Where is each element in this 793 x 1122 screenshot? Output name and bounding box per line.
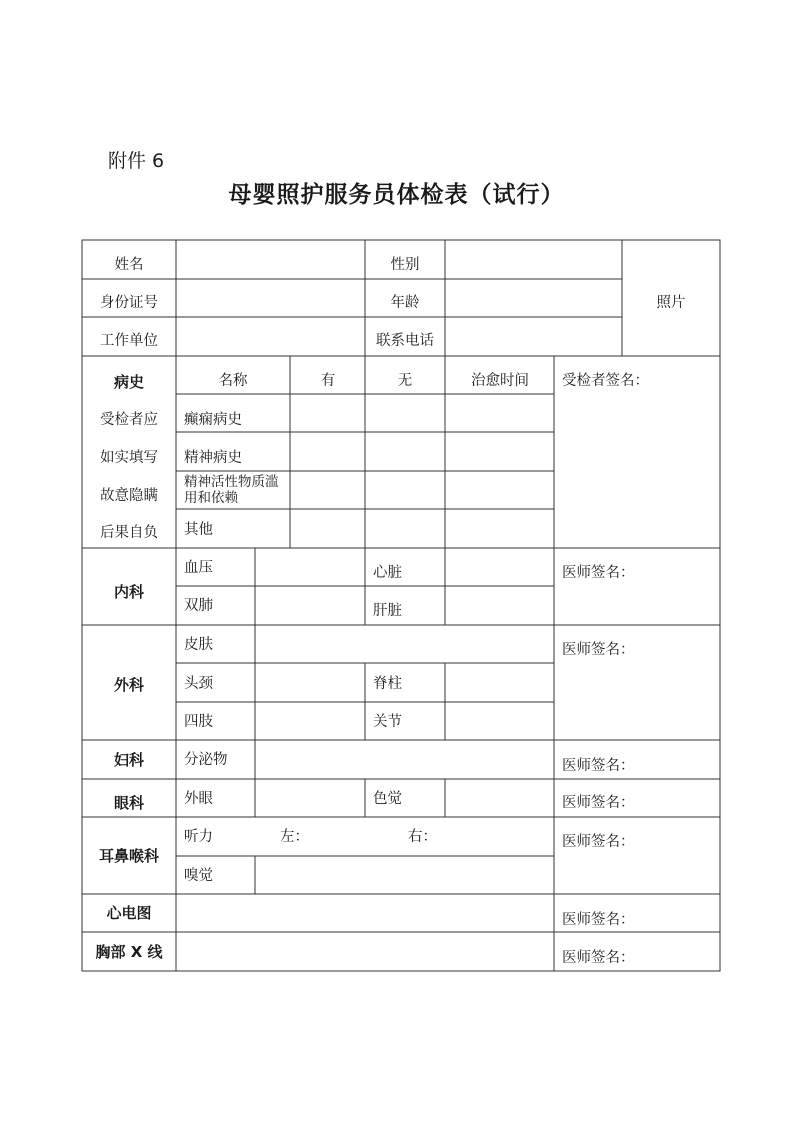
ent-section: 耳鼻喉科: [98, 847, 160, 865]
liver-label: 肝脏: [373, 603, 402, 619]
column-no: 无: [397, 373, 413, 389]
spine-label: 脊柱: [373, 676, 402, 692]
history-item-epilepsy: 癫痫病史: [184, 412, 242, 428]
hearing-right-label: 右：: [408, 829, 437, 845]
id-label: 身份证号: [100, 295, 158, 311]
ecg-section: 心电图: [106, 904, 152, 922]
xray-doctor-signature: 医师签名：: [562, 950, 635, 966]
ecg-field[interactable]: [177, 895, 553, 931]
unit-field[interactable]: [177, 318, 364, 355]
lungs-label: 双肺: [184, 598, 213, 614]
heart-label: 心脏: [373, 565, 402, 581]
smell-label: 嗅觉: [184, 868, 213, 884]
color-vision-label: 色觉: [373, 791, 402, 807]
age-label: 年龄: [390, 295, 420, 311]
gender-label: 性别: [390, 257, 420, 273]
hearing-left-label: 左：: [280, 829, 309, 845]
joints-label: 关节: [373, 714, 402, 730]
gynecology-doctor-signature: 医师签名：: [562, 758, 635, 774]
phone-field[interactable]: [446, 318, 621, 355]
internal-doctor-signature: 医师签名：: [562, 565, 635, 581]
history-note-2: 如实填写: [100, 450, 158, 466]
history-note-1: 受检者应: [100, 412, 158, 428]
history-note-4: 后果自负: [100, 525, 158, 541]
eye-section: 眼科: [113, 794, 145, 812]
photo-box: 照片: [656, 295, 686, 311]
age-field[interactable]: [446, 280, 621, 316]
history-section: 病史: [113, 373, 145, 391]
internal-section: 内科: [113, 583, 145, 601]
limbs-label: 四肢: [184, 714, 213, 730]
history-note-3: 故意隐瞒: [100, 488, 158, 504]
column-name: 名称: [218, 373, 248, 389]
xray-field[interactable]: [177, 933, 553, 970]
examinee-signature-label: 受检者签名：: [562, 373, 649, 389]
surgery-section: 外科: [113, 676, 145, 694]
id-field[interactable]: [177, 280, 364, 316]
outer-eye-label: 外眼: [184, 791, 213, 807]
head-neck-label: 头颈: [184, 676, 213, 692]
phone-label: 联系电话: [376, 333, 434, 349]
xray-section: 胸部 X 线: [95, 943, 163, 961]
unit-label: 工作单位: [100, 333, 158, 349]
gender-field[interactable]: [446, 241, 621, 278]
history-item-other: 其他: [184, 522, 213, 538]
history-item-substance: 精神活性物质滥用和依赖: [184, 474, 279, 506]
skin-label: 皮肤: [184, 637, 213, 653]
history-item-mental: 精神病史: [184, 450, 242, 466]
column-yes: 有: [320, 373, 336, 389]
ent-doctor-signature: 医师签名：: [562, 834, 635, 850]
column-cure-time: 治愈时间: [471, 373, 529, 389]
form-title: 母婴照护服务员体检表（试行）: [228, 182, 565, 208]
eye-doctor-signature: 医师签名：: [562, 795, 635, 811]
ecg-doctor-signature: 医师签名：: [562, 912, 635, 928]
surgery-doctor-signature: 医师签名：: [562, 642, 635, 658]
name-label: 姓名: [114, 257, 144, 273]
blood-pressure-label: 血压: [184, 560, 213, 576]
attachment-label: 附件 6: [108, 150, 165, 172]
name-field[interactable]: [177, 241, 364, 278]
gynecology-section: 妇科: [113, 751, 145, 769]
hearing-label: 听力: [184, 829, 213, 845]
secretion-label: 分泌物: [184, 752, 228, 768]
